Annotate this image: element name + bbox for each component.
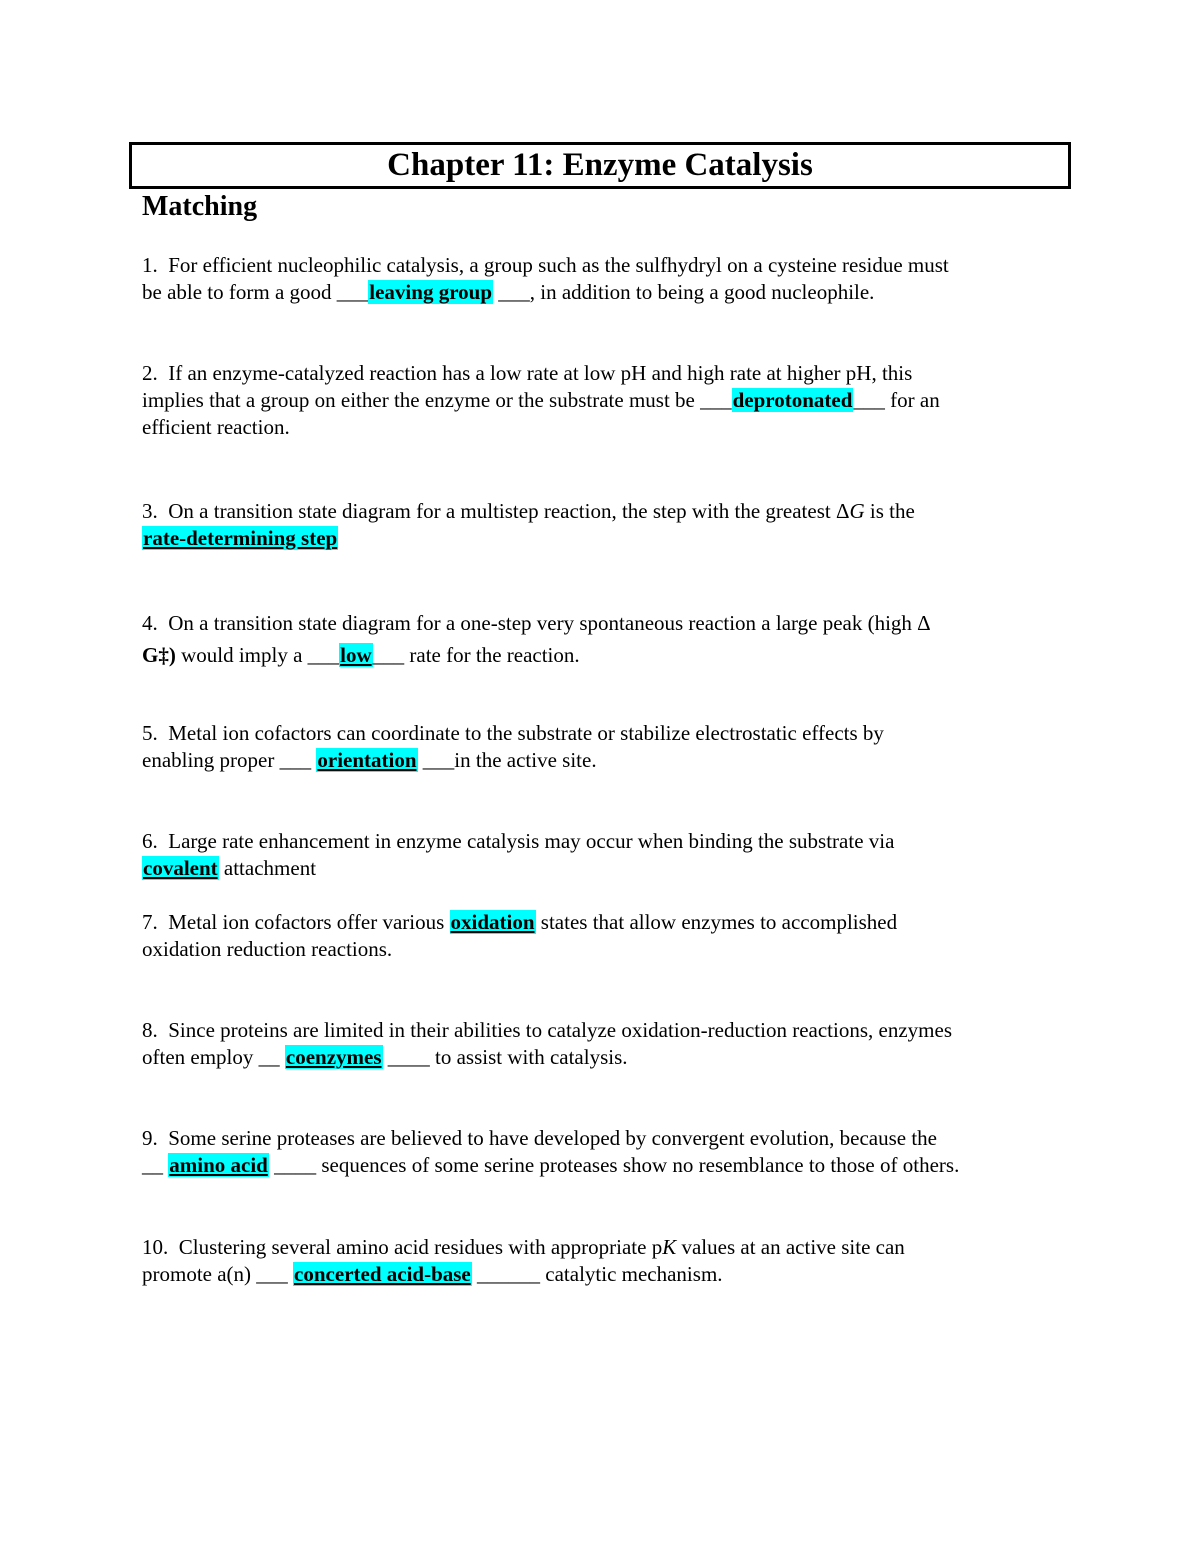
question-number: 5.: [142, 721, 158, 745]
question-4: 4. On a transition state diagram for a one-step very spontaneous reaction a large peak (high Δ G‡) would imply a ___low___ rate for the reaction.: [142, 611, 931, 667]
answer-highlight: concerted acid-base: [294, 1262, 471, 1286]
question-7: 7. Metal ion cofactors offer various oxidation states that allow enzymes to accomplished oxidation reduction reactions.: [142, 910, 898, 961]
answer-highlight: rate-determining step: [143, 526, 338, 550]
answer-highlight: amino acid: [169, 1153, 268, 1177]
chapter-title-box: [129, 142, 1071, 189]
answer-highlight: coenzymes: [285, 1045, 382, 1069]
answer-highlight: deprotonated: [732, 388, 853, 412]
answer-highlight: orientation: [317, 748, 417, 772]
answer-highlight: oxidation: [450, 910, 535, 934]
question-number: 9.: [142, 1126, 158, 1150]
question-number: 7.: [142, 910, 158, 934]
chapter-title: Chapter 11: Enzyme Catalysis: [387, 147, 813, 183]
question-number: 6.: [142, 829, 158, 853]
question-number: 3.: [142, 499, 158, 523]
question-number: 1.: [142, 253, 158, 277]
question-number: 10.: [142, 1235, 169, 1259]
question-8: 8. Since proteins are limited in their abilities to catalyze oxidation-reduction reactions, enzymes often employ __ coenzymes ____ to assist with catalysis.: [142, 1018, 952, 1069]
answer-highlight: low: [340, 643, 372, 667]
question-2: 2. If an enzyme-catalyzed reaction has a low rate at low pH and high rate at higher pH, this implies that a group on either the enzyme or the substrate must be ___deprotonated___ for an efficient reaction.: [142, 361, 940, 439]
question-1: 1. For efficient nucleophilic catalysis, a group such as the sulfhydryl on a cysteine residue must be able to form a good ___leaving group ___, in addition to being a good nucleophile.: [142, 253, 949, 304]
section-heading: Matching: [142, 191, 258, 222]
question-number: 8.: [142, 1018, 158, 1042]
question-5: 5. Metal ion cofactors can coordinate to the substrate or stabilize electrostatic effects by enabling proper ___ orientation ___in the active site.: [142, 721, 884, 772]
question-3: 3. On a transition state diagram for a multistep reaction, the step with the greatest ΔG is the rate-determining step: [142, 499, 915, 550]
answer-highlight: leaving group: [369, 280, 492, 304]
question-number: 2.: [142, 361, 158, 385]
question-6: 6. Large rate enhancement in enzyme catalysis may occur when binding the substrate via covalent attachment: [142, 829, 895, 880]
question-number: 4.: [142, 611, 158, 635]
answer-highlight: covalent: [143, 856, 218, 880]
question-10: 10. Clustering several amino acid residues with appropriate pK values at an active site can promote a(n) ___ concerted acid-base ______ catalytic mechanism.: [142, 1235, 905, 1286]
question-9: 9. Some serine proteases are believed to have developed by convergent evolution, because the __ amino acid ____ sequences of some serine proteases show no resemblance to those of others.: [142, 1126, 960, 1177]
